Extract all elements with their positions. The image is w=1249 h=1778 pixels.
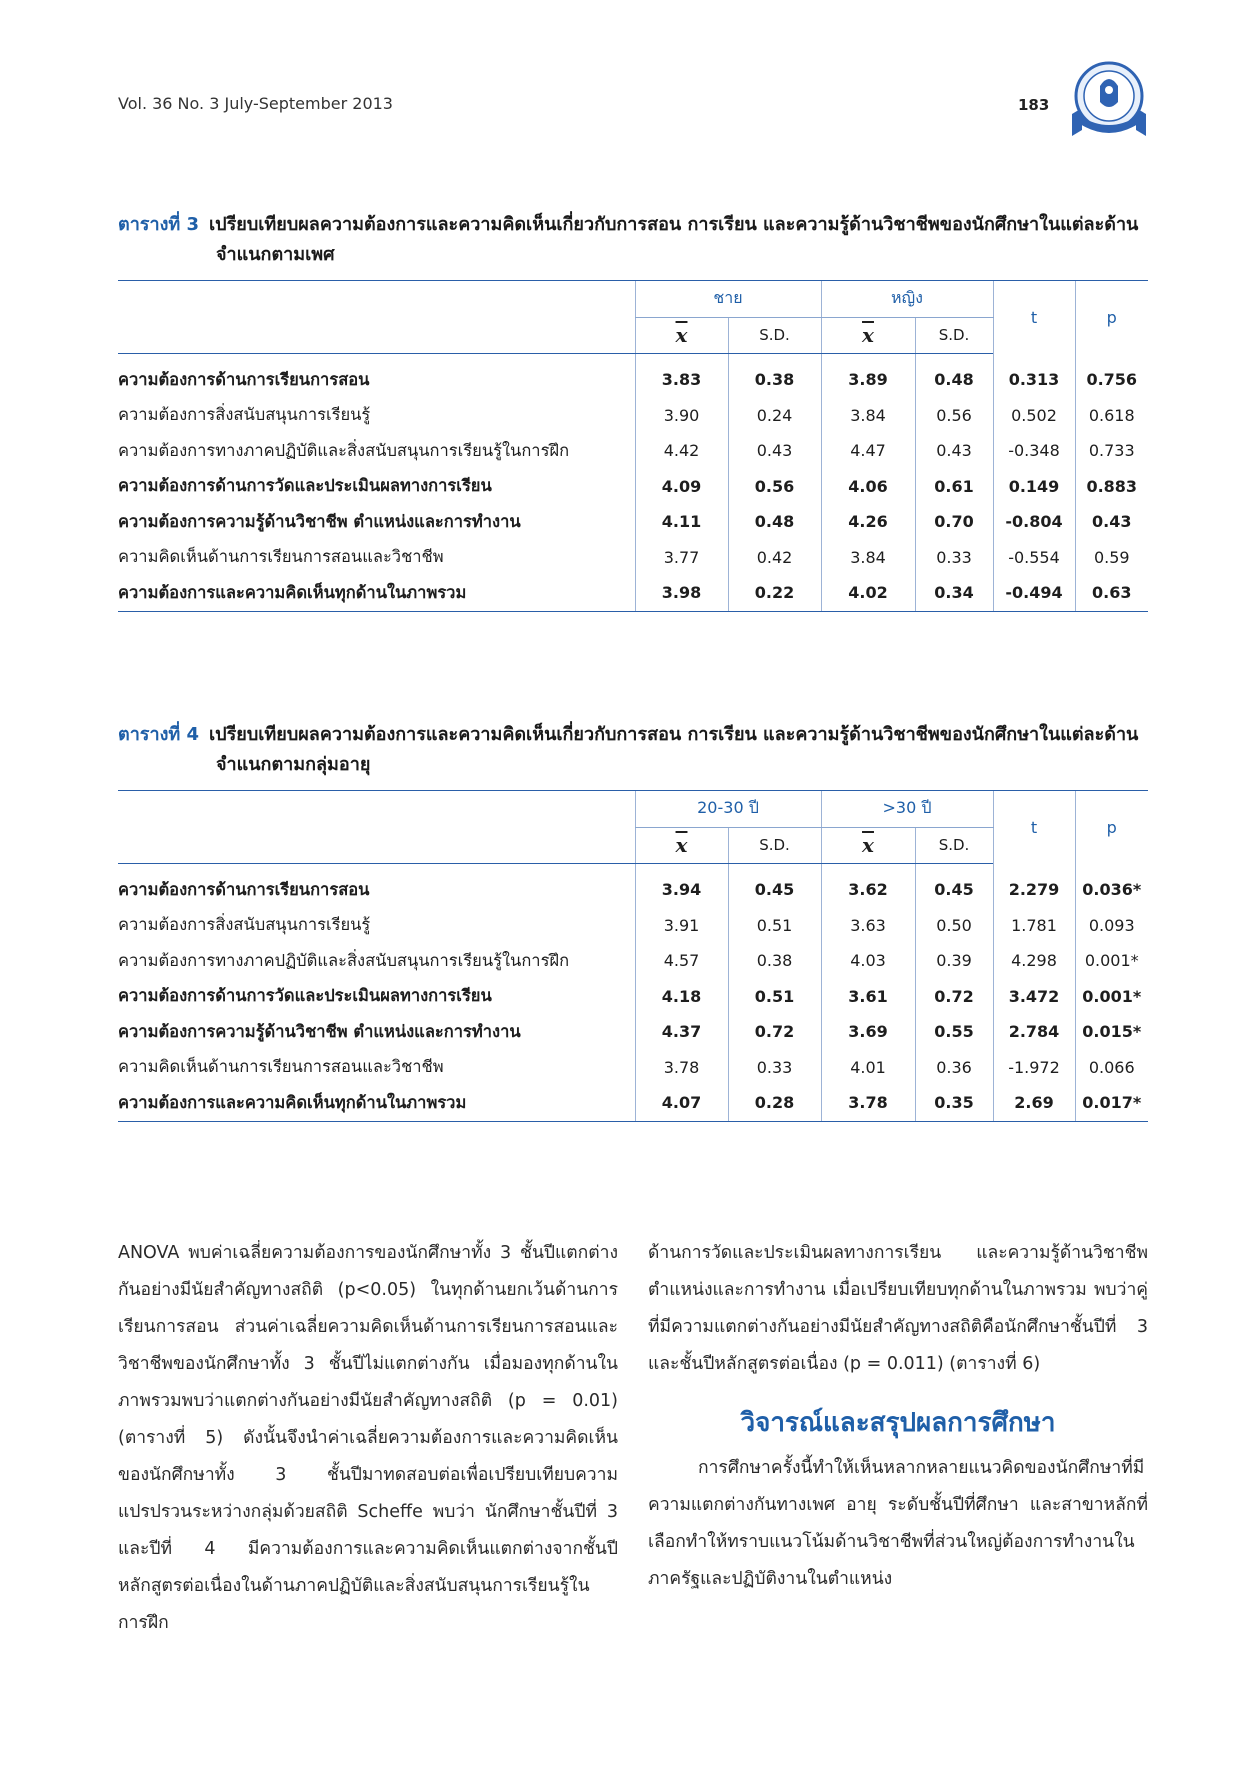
table-3-label: ตารางที่ 3 <box>118 214 200 235</box>
table-row: ความคิดเห็นด้านการเรียนการสอนและวิชาชีพ 3.77 0.42 3.84 0.33 -0.554 0.59 <box>118 540 1148 576</box>
table-row: ความต้องการทางภาคปฏิบัติและสิ่งสนับสนุนการเรียนรู้ในการฝึก 4.57 0.38 4.03 0.39 4.298 0.001* <box>118 943 1148 979</box>
university-seal-icon <box>1066 56 1152 142</box>
t-header: t <box>993 791 1075 864</box>
table-4-label: ตารางที่ 4 <box>118 724 200 745</box>
table-row: ความต้องการสิ่งสนับสนุนการเรียนรู้ 3.91 0.51 3.63 0.50 1.781 0.093 <box>118 908 1148 944</box>
table-3 <box>118 280 1148 612</box>
page-number: 183 <box>1018 96 1050 114</box>
table-row: ความต้องการด้านการเรียนการสอน 3.83 0.38 3.89 0.48 0.313 0.756 <box>118 354 1148 398</box>
table-row: ความต้องการความรู้ด้านวิชาชีพ ตำแหน่งและการทำงาน 4.11 0.48 4.26 0.70 -0.804 0.43 <box>118 504 1148 540</box>
body-column-left <box>118 1235 618 1642</box>
group-header-male: ชาย <box>635 281 821 318</box>
table-row: ความต้องการทางภาคปฏิบัติและสิ่งสนับสนุนการเรียนรู้ในการฝึก 4.42 0.43 4.47 0.43 -0.348 0.733 <box>118 433 1148 469</box>
table-row: ความต้องการด้านการวัดและประเมินผลทางการเรียน 4.18 0.51 3.61 0.72 3.472 0.001* <box>118 979 1148 1015</box>
table-4 <box>118 790 1148 1122</box>
table-row: ความต้องการด้านการวัดและประเมินผลทางการเรียน 4.09 0.56 4.06 0.61 0.149 0.883 <box>118 469 1148 505</box>
group-header-age-20-30: 20-30 ปี <box>635 791 821 828</box>
section-heading: วิจารณ์และสรุปผลการศึกษา <box>740 1408 1056 1438</box>
table-row: ความต้องการและความคิดเห็นทุกด้านในภาพรวม 4.07 0.28 3.78 0.35 2.69 0.017* <box>118 1085 1148 1121</box>
table-row: ความต้องการด้านการเรียนการสอน 3.94 0.45 3.62 0.45 2.279 0.036* <box>118 864 1148 908</box>
table-4-caption: ตารางที่ 4 เปรียบเทียบผลความต้องการและความคิดเห็นเกี่ยวกับการสอน การเรียน และความรู้ด้านวิชาชีพของนักศึกษาในแต่ละด้าน จำแนกตามกลุ่มอายุ <box>118 724 1139 775</box>
body-paragraph: ด้านการวัดและประเมินผลทางการเรียน และความรู้ด้านวิชาชีพ ตำแหน่งและการทำงาน เมื่อเปรียบเทียบทุกด้านในภาพรวม พบว่าคู่ที่มีความแตกต่างกันอย่างมีนัยสำคัญทางสถิติคือนักศึกษาชั้นปีที่ 3 และชั้นปีหลักสูตรต่อเนื่อง (p = 0.011) (ตารางที่ 6) <box>648 1243 1148 1374</box>
table-4-block <box>118 720 1148 1113</box>
table-row: ความต้องการความรู้ด้านวิชาชีพ ตำแหน่งและการทำงาน 4.37 0.72 3.69 0.55 2.784 0.015* <box>118 1014 1148 1050</box>
sd-header: S.D. <box>915 317 993 354</box>
mean-header: $\overline{x}$ <box>862 323 874 348</box>
body-column-right <box>648 1235 1148 1598</box>
group-header-female: หญิง <box>821 281 993 318</box>
group-header-age-over-30: >30 ปี <box>821 791 993 828</box>
table-row: ความต้องการและความคิดเห็นทุกด้านในภาพรวม 3.98 0.22 4.02 0.34 -0.494 0.63 <box>118 575 1148 611</box>
t-header: t <box>993 281 1075 354</box>
page-header <box>118 94 1118 124</box>
mean-header: $\overline{x}$ <box>675 323 688 348</box>
sd-header: S.D. <box>728 827 821 864</box>
table-row: ความต้องการสิ่งสนับสนุนการเรียนรู้ 3.90 0.24 3.84 0.56 0.502 0.618 <box>118 398 1148 434</box>
p-header: p <box>1075 281 1148 354</box>
journal-issue: Vol. 36 No. 3 July-September 2013 <box>118 94 393 113</box>
p-header: p <box>1075 791 1148 864</box>
table-3-caption: ตารางที่ 3 เปรียบเทียบผลความต้องการและความคิดเห็นเกี่ยวกับการสอน การเรียน และความรู้ด้านวิชาชีพของนักศึกษาในแต่ละด้าน จำแนกตามเพศ <box>118 214 1139 265</box>
table-3-block <box>118 210 1148 603</box>
sd-header: S.D. <box>728 317 821 354</box>
body-paragraph: การศึกษาครั้งนี้ทำให้เห็นหลากหลายแนวคิดของนักศึกษาที่มีความแตกต่างกันทางเพศ อายุ ระดับชั้นปีที่ศึกษา และสาขาหลักที่เลือกทำให้ทราบแนวโน้มด้านวิชาชีพที่ส่วนใหญ่ต้องการทำงานในภาครัฐและปฏิบัติงานในตำแหน่ง <box>648 1458 1148 1589</box>
sd-header: S.D. <box>915 827 993 864</box>
mean-header: $\overline{x}$ <box>862 833 874 858</box>
body-paragraph: ANOVA พบค่าเฉลี่ยความต้องการของนักศึกษาทั้ง 3 ชั้นปีแตกต่างกันอย่างมีนัยสำคัญทางสถิติ (p<0.05) ในทุกด้านยกเว้นด้านการเรียนการสอน ส่วนค่าเฉลี่ยความคิดเห็นด้านการเรียนการสอนและวิชาชีพของนักศึกษาทั้ง 3 ชั้นปีไม่แตกต่างกัน เมื่อมองทุกด้านในภาพรวมพบว่าแตกต่างกันอย่างมีนัยสำคัญทางสถิติ (p = 0.01) (ตารางที่ 5) ดังนั้นจึงนำค่าเฉลี่ยความต้องการและความคิดเห็นของนักศึกษาทั้ง 3 ชั้นปีมาทดสอบต่อเพื่อเปรียบเทียบความแปรปรวนระหว่างกลุ่มด้วยสถิติ Scheffe พบว่า นักศึกษาชั้นปีที่ 3 และปีที่ 4 มีความต้องการและความคิดเห็นแตกต่างจากชั้นปีหลักสูตรต่อเนื่องในด้านภาคปฏิบัติและสิ่งสนับสนุนการเรียนรู้ในการฝึก <box>118 1243 618 1633</box>
table-row: ความคิดเห็นด้านการเรียนการสอนและวิชาชีพ 3.78 0.33 4.01 0.36 -1.972 0.066 <box>118 1050 1148 1086</box>
mean-header: $\overline{x}$ <box>675 833 688 858</box>
